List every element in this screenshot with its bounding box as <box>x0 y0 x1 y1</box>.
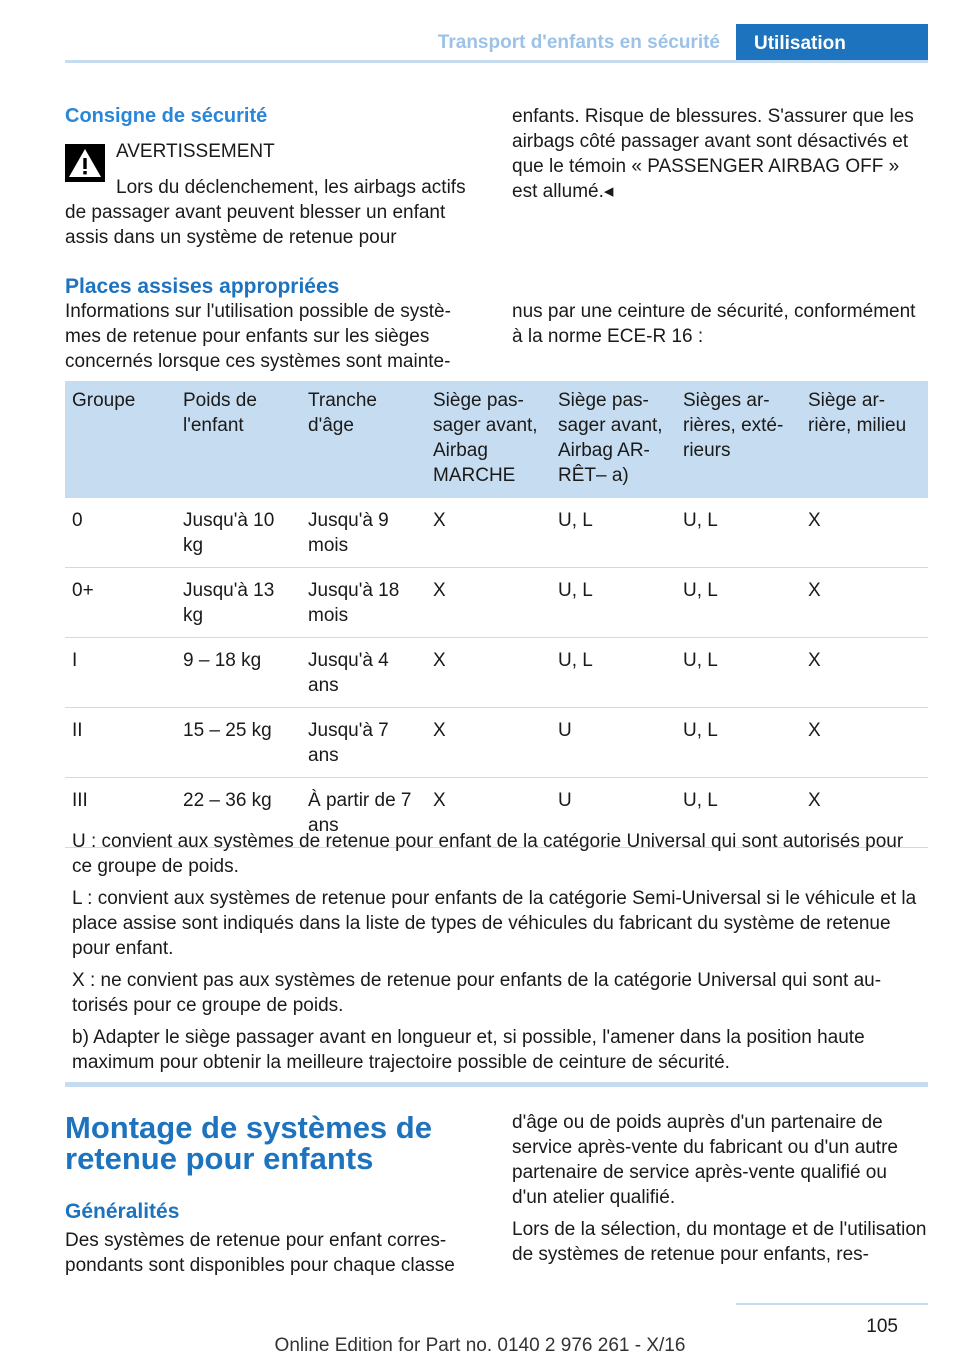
table-cell: X <box>801 708 928 778</box>
table-row <box>65 638 928 708</box>
mounting-column-left <box>65 1112 485 1278</box>
table-cell: X <box>801 568 928 638</box>
table-cell: U, L <box>551 638 676 708</box>
table-cell: Jusqu'à 10 kg <box>176 498 301 568</box>
table-cell: X <box>426 498 551 568</box>
general-subheading: Généralités <box>65 1200 180 1223</box>
table-cell: U, L <box>551 568 676 638</box>
mounting-column-right <box>512 1110 927 1267</box>
note-x: X : ne convient pas aux systèmes de retenue pour enfants de la catégorie Universal qui sont autorisés pour ce groupe de poids. <box>72 970 882 1016</box>
table-cell: U, L <box>676 778 801 848</box>
mounting-title: Montage de systèmes de retenue pour enfants <box>65 1110 432 1176</box>
table-cell: U <box>551 708 676 778</box>
table-cell: U, L <box>676 568 801 638</box>
table-cell: U, L <box>676 638 801 708</box>
table-cell: X <box>801 638 928 708</box>
warning-text-left: Lors du déclenchement, les airbags actifs de passager avant peuvent blesser un enfant assis dans un système de retenue pour <box>65 177 466 248</box>
table-cell: 9 – 18 kg <box>176 638 301 708</box>
table-cell: X <box>426 708 551 778</box>
table-cell: X <box>801 498 928 568</box>
table-header-row <box>65 381 928 498</box>
table-notes <box>72 829 922 1082</box>
col-header-weight: Poids de l'enfant <box>176 381 301 498</box>
table-row <box>65 568 928 638</box>
page-number: 105 <box>866 1316 898 1337</box>
seats-intro-left: Informations sur l'utilisation possible de systèmes de retenue pour enfants sur les sièges concernés lorsque ces systèmes sont mainte- <box>65 301 451 372</box>
running-header-chapter-tab: Utilisation <box>736 24 928 63</box>
footer-edition: Online Edition for Part no. 0140 2 976 261 - X/16 <box>274 1335 686 1356</box>
table-cell: 22 – 36 kg <box>176 778 301 848</box>
note-b: b) Adapter le siège passager avant en longueur et, si possible, l'amener dans la position haute maximum pour obtenir la meilleure trajectoire possible de ceinture de sécurité. <box>72 1027 865 1073</box>
header-rule <box>65 60 928 63</box>
table-cell: À partir de 7 ans <box>301 778 426 848</box>
col-header-front-airbag-on: Siège passager avant, Airbag MARCHE <box>426 381 551 498</box>
table-cell: X <box>801 778 928 848</box>
table-cell: 0 <box>65 498 176 568</box>
table-row <box>65 498 928 568</box>
table-cell: U <box>551 778 676 848</box>
section-separator <box>65 1082 928 1087</box>
note-l: L : convient aux systèmes de retenue pour enfants de la catégorie Semi-Universal si le véhicule et la place assise sont indiqués dans la liste de types de véhicules du fabricant du système de retenue pour enfant. <box>72 888 917 959</box>
table-cell: Jusqu'à 13 kg <box>176 568 301 638</box>
table-cell: Jusqu'à 9 mois <box>301 498 426 568</box>
col-header-age: Tranche d'âge <box>301 381 426 498</box>
table-cell: X <box>426 638 551 708</box>
seats-intro-right: nus par une ceinture de sécurité, conformément à la norme ECE-R 16 : <box>512 301 916 347</box>
note-u: U : convient aux systèmes de retenue pour enfant de la catégorie Universal qui sont autorisés pour ce groupe de poids. <box>72 831 904 877</box>
mounting-text-right-2: Lors de la sélection, du montage et de l'utilisation de systèmes de retenue pour enfants, res- <box>512 1219 927 1265</box>
table-cell: U, L <box>676 498 801 568</box>
table-cell: X <box>426 778 551 848</box>
table-row <box>65 708 928 778</box>
warning-label: AVERTISSEMENT <box>116 141 275 162</box>
table-cell: I <box>65 638 176 708</box>
table-cell: X <box>426 568 551 638</box>
table-cell: U, L <box>676 708 801 778</box>
mounting-text-right-1: d'âge ou de poids auprès d'un partenaire de service après-vente du fabricant ou d'un autre partenaire de service après-vente qualifié ou d'un atelier qualifié. <box>512 1112 898 1208</box>
col-header-rear-middle: Siège arrière, milieu <box>801 381 928 498</box>
table-cell: 0+ <box>65 568 176 638</box>
table-cell: Jusqu'à 4 ans <box>301 638 426 708</box>
seating-table <box>65 381 928 848</box>
safety-heading: Consigne de sécurité <box>65 105 268 127</box>
table-cell: U, L <box>551 498 676 568</box>
table-cell: Jusqu'à 7 ans <box>301 708 426 778</box>
table-cell: 15 – 25 kg <box>176 708 301 778</box>
seats-heading: Places assises appropriées <box>65 275 340 298</box>
col-header-group: Groupe <box>65 381 176 498</box>
table-cell: II <box>65 708 176 778</box>
footer-rule <box>736 1303 928 1305</box>
col-header-front-airbag-off: Siège passager avant, Airbag ARRÊT– a) <box>551 381 676 498</box>
col-header-rear-outer: Sièges arrières, extérieurs <box>676 381 801 498</box>
running-header-section: Transport d'enfants en sécurité <box>437 32 720 53</box>
warning-text-right: enfants. Risque de blessures. S'assurer que les airbags côté passager avant sont désactivés et que le témoin « PASSENGER AIRBAG OFF » est allumé.◂ <box>512 106 914 202</box>
mounting-text-left: Des systèmes de retenue pour enfant correspondants sont disponibles pour chaque classe <box>65 1230 455 1276</box>
table-cell: III <box>65 778 176 848</box>
table-cell: Jusqu'à 18 mois <box>301 568 426 638</box>
